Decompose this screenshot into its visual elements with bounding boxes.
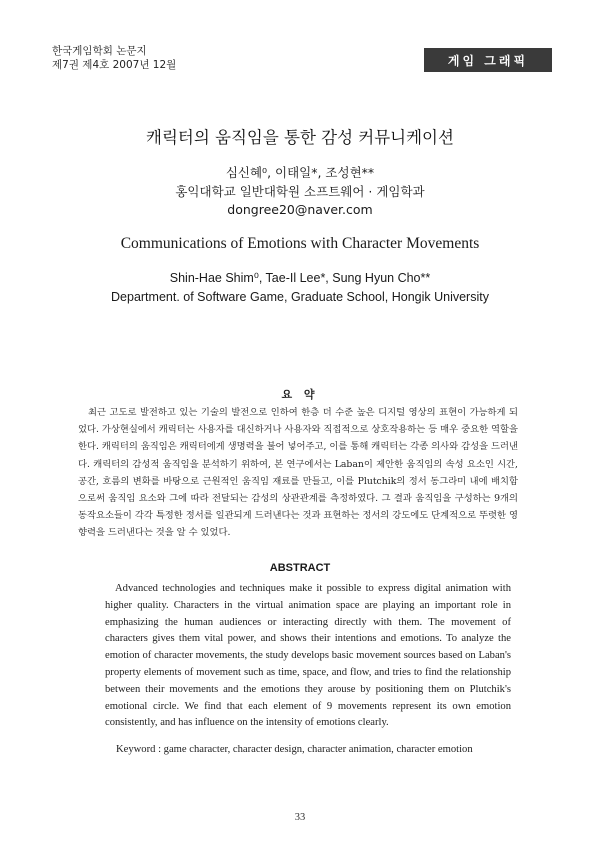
abstract-heading-korean: 요 약 [281, 388, 319, 401]
authors-korean: 심신혜⁰, 이태일*, 조성현** [225, 165, 375, 180]
title-korean: 캐릭터의 움직임을 통한 감성 커뮤니케이션 [146, 128, 454, 147]
journal-issue: 제7권 제4호 2007년 12월 [52, 59, 177, 71]
affiliation-korean: 홍익대학교 일반대학원 소프트웨어 · 게임학과 [175, 184, 425, 199]
journal-info [52, 44, 176, 72]
title-english: Communications of Emotions with Character Movements [120, 235, 480, 252]
section-badge: 게임 그래픽 [424, 48, 552, 72]
journal-name: 한국게임학회 논문지 [52, 45, 147, 57]
page-number: 33 [294, 812, 306, 823]
affiliation-english: Department. of Software Game, Graduate School, Hongik University [111, 290, 489, 304]
keywords: Keyword : game character, character design, character animation, character emotion [116, 744, 473, 755]
abstract-english: Advanced technologies and techniques make it possible to express digital animation with higher quality. Characters in the virtual animation space are playing an important role in emphasizing the human audiences or interacting directly with them. The movement of characters gives them vital power, and shows their intentions and emotions. To analyze the emotion of character movements, the study develops basic movement sources based on Laban's property elements of movement such as time, space, and flow, and tries to find the relationship between their movements and the emotions they arouse by positioning them on Plutchik's emotional circle. We find that each element of 9 movements represent its own emotion consistently, and has influence on the intensity of emotions clearly. [105, 583, 511, 729]
abstract-korean: 최근 고도로 발전하고 있는 기술의 발전으로 인하여 한층 더 수준 높은 디지털 영상의 표현이 가능하게 되었다. 가상현실에서 캐릭터는 사용자를 대신하거나 사용자와 직접적으로 상호작용하는 등 매우 중요한 역할을 한다. 캐릭터의 움직임은 캐릭터에게 생명력을 불어 넣어주고, 이를 통해 캐릭터는 각종 의사와 감성을 드러낸다. 캐릭터의 감성적 움직임을 분석하기 위하여, 본 연구에서는 Laban이 제안한 움직임의 속성 요소인 시간, 공간, 흐름의 변화를 바탕으로 근원적인 움직임 재료를 만들고, 이를 Plutchik의 정서 동그라미 내에 배치함으로써 움직임 요소와 그에 따라 전달되는 감성의 상관관계를 측정하였다. 그 결과 움직임을 구성하는 9개의 동작요소들이 각각 특정한 정서를 일관되게 드러낸다는 것과 표현하는 정서의 강도에도 단계적으로 뚜렷한 영향력을 드러낸다는 것을 알 수 있었다. [78, 407, 518, 539]
abstract-heading-english: ABSTRACT [269, 562, 331, 574]
author-email: dongree20@naver.com [227, 202, 373, 217]
authors-english: Shin-Hae Shim⁰, Tae-Il Lee*, Sung Hyun Cho** [169, 271, 431, 285]
